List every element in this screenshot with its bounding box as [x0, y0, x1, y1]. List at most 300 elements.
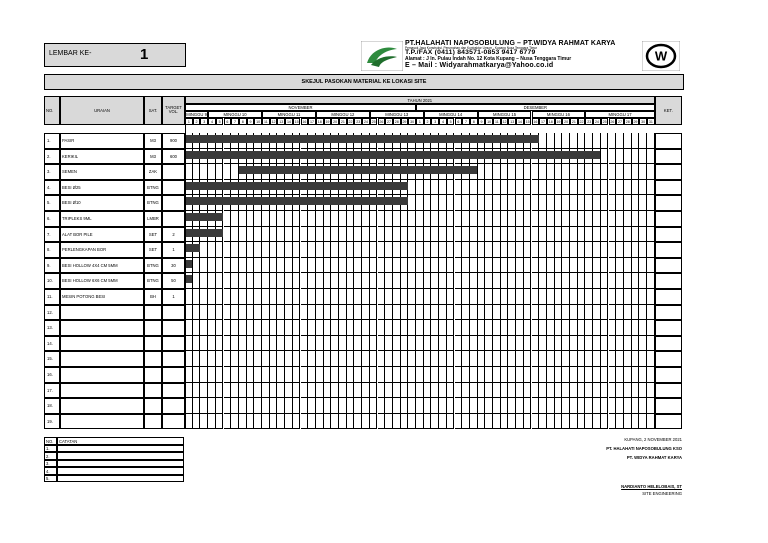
- day-cell: [339, 305, 347, 321]
- day-cell: [585, 164, 593, 180]
- day-cell: [616, 149, 624, 165]
- day-cell: [401, 258, 409, 274]
- day-cell: [208, 289, 216, 305]
- day-cell: [578, 320, 586, 336]
- day-cell: [293, 414, 301, 430]
- day-header: 22: [579, 119, 584, 124]
- day-cell: [501, 227, 509, 243]
- day-cell: [593, 227, 601, 243]
- day-cell: [532, 227, 540, 243]
- day-cell: [493, 164, 501, 180]
- day-cell: [447, 398, 455, 414]
- day-cell: [354, 305, 362, 321]
- day-cell: [316, 414, 324, 430]
- day-cell: [193, 351, 201, 367]
- row-sat: SET: [144, 227, 162, 243]
- day-cell: [431, 398, 439, 414]
- day-cell: [585, 133, 593, 149]
- day-cell: [216, 305, 224, 321]
- day-cell: [208, 273, 216, 289]
- day-cell: [547, 367, 555, 383]
- day-cell: [216, 351, 224, 367]
- day-cell: [347, 227, 355, 243]
- day-cell: [354, 227, 362, 243]
- day-cell: [478, 398, 486, 414]
- row-target-vol: [162, 336, 185, 352]
- row-ket: [655, 398, 682, 414]
- day-cell: [609, 227, 617, 243]
- day-cell: [354, 242, 362, 258]
- day-cell: [277, 336, 285, 352]
- day-cell: [478, 414, 486, 430]
- day-cell: [424, 320, 432, 336]
- day-cell: [270, 258, 278, 274]
- row-uraian: TRIPLEKS 9ML: [60, 211, 144, 227]
- day-cell: [508, 195, 516, 211]
- day-cell: [408, 211, 416, 227]
- day-cell: [478, 289, 486, 305]
- day-cell: [301, 414, 309, 430]
- day-header: 16: [533, 119, 538, 124]
- notes-row-no: 2.: [44, 452, 57, 460]
- day-cell: [547, 398, 555, 414]
- day-cell: [639, 351, 647, 367]
- day-cell: [231, 398, 239, 414]
- day-cell: [493, 195, 501, 211]
- day-cell: [555, 351, 563, 367]
- day-cell: [247, 227, 255, 243]
- day-cell: [362, 242, 370, 258]
- day-cell: [447, 180, 455, 196]
- day-cell: [293, 258, 301, 274]
- day-cell: [193, 258, 201, 274]
- day-header: 15: [525, 119, 530, 124]
- day-cell: [639, 258, 647, 274]
- day-cell: [508, 289, 516, 305]
- day-header: 30: [641, 119, 646, 124]
- day-header: 20: [333, 119, 338, 124]
- day-cell: [424, 273, 432, 289]
- day-cell: [539, 351, 547, 367]
- row-no: 6.: [44, 211, 60, 227]
- schedule-bar: [186, 135, 539, 143]
- day-cell: [270, 367, 278, 383]
- day-cell: [293, 227, 301, 243]
- day-cell: [401, 336, 409, 352]
- day-cell: [239, 289, 247, 305]
- day-cell: [270, 320, 278, 336]
- day-cell: [647, 351, 655, 367]
- week-header: MINGGU 14: [424, 111, 478, 118]
- day-cell: [555, 414, 563, 430]
- day-cell: [478, 242, 486, 258]
- day-cell: [624, 164, 632, 180]
- day-cell: [570, 273, 578, 289]
- day-header: 15: [294, 119, 299, 124]
- day-cell: [609, 305, 617, 321]
- day-cell: [532, 398, 540, 414]
- day-cell: [455, 320, 463, 336]
- row-sat: ZAK: [144, 164, 162, 180]
- day-cell: [293, 336, 301, 352]
- day-cell: [339, 336, 347, 352]
- day-header: 4: [208, 118, 216, 125]
- day-cell: [224, 289, 232, 305]
- notes-row-text: [57, 475, 184, 483]
- day-header: 20: [564, 119, 569, 124]
- day-cell: [193, 305, 201, 321]
- day-cell: [562, 383, 570, 399]
- day-cell: [224, 242, 232, 258]
- week-header: MINGGU 17: [585, 111, 654, 118]
- day-cell: [439, 180, 447, 196]
- day-cell: [601, 414, 609, 430]
- day-cell: [293, 289, 301, 305]
- day-cell: [385, 273, 393, 289]
- day-cell: [270, 273, 278, 289]
- day-cell: [585, 289, 593, 305]
- day-cell: [439, 289, 447, 305]
- day-cell: [370, 211, 378, 227]
- day-header: 4: [439, 118, 447, 125]
- day-cell: [216, 336, 224, 352]
- row-target-vol: [162, 383, 185, 399]
- col-header-ket: KET.: [655, 96, 682, 125]
- day-cell: [308, 242, 316, 258]
- day-cell: [578, 195, 586, 211]
- day-cell: [616, 180, 624, 196]
- day-cell: [324, 273, 332, 289]
- day-cell: [647, 149, 655, 165]
- day-cell: [378, 351, 386, 367]
- day-cell: [593, 289, 601, 305]
- day-cell: [562, 211, 570, 227]
- schedule-title: SKEJUL PASOKAN MATERIAL KE LOKASI SITE: [44, 74, 684, 90]
- day-cell: [616, 211, 624, 227]
- day-cell: [639, 336, 647, 352]
- day-cell: [324, 258, 332, 274]
- week-header: MINGGU 13: [370, 111, 424, 118]
- day-cell: [562, 414, 570, 430]
- schedule-bar: [186, 197, 408, 205]
- day-cell: [247, 273, 255, 289]
- day-cell: [239, 367, 247, 383]
- day-cell: [639, 211, 647, 227]
- day-cell: [301, 320, 309, 336]
- day-cell: [485, 367, 493, 383]
- day-cell: [416, 320, 424, 336]
- row-target-vol: 900: [162, 133, 185, 149]
- day-cell: [316, 383, 324, 399]
- day-cell: [431, 367, 439, 383]
- day-cell: [639, 149, 647, 165]
- day-cell: [455, 414, 463, 430]
- day-cell: [247, 336, 255, 352]
- day-cell: [254, 227, 262, 243]
- grid-left-border: [185, 125, 186, 429]
- day-cell: [393, 336, 401, 352]
- day-cell: [270, 242, 278, 258]
- day-cell: [570, 305, 578, 321]
- day-cell: [239, 351, 247, 367]
- day-cell: [239, 227, 247, 243]
- day-cell: [254, 351, 262, 367]
- row-no: 5.: [44, 195, 60, 211]
- day-cell: [370, 242, 378, 258]
- day-cell: [647, 383, 655, 399]
- day-header: 14: [517, 119, 522, 124]
- row-sat: BTNG: [144, 195, 162, 211]
- day-cell: [224, 273, 232, 289]
- day-cell: [254, 414, 262, 430]
- day-cell: [239, 242, 247, 258]
- day-cell: [516, 351, 524, 367]
- day-cell: [370, 351, 378, 367]
- notes-row-text: [57, 452, 184, 460]
- day-header: 30: [410, 119, 415, 124]
- day-cell: [416, 351, 424, 367]
- day-cell: [570, 383, 578, 399]
- day-cell: [378, 242, 386, 258]
- day-cell: [331, 242, 339, 258]
- day-cell: [316, 242, 324, 258]
- week-header: MINGGU 12: [316, 111, 370, 118]
- day-cell: [285, 336, 293, 352]
- schedule-bar: [186, 260, 193, 268]
- day-cell: [524, 195, 532, 211]
- day-cell: [493, 258, 501, 274]
- day-cell: [362, 289, 370, 305]
- day-cell: [308, 367, 316, 383]
- day-cell: [555, 398, 563, 414]
- row-sat: M3: [144, 149, 162, 165]
- day-cell: [216, 398, 224, 414]
- day-cell: [301, 289, 309, 305]
- day-cell: [555, 133, 563, 149]
- col-header-target: TARGET VOL.: [162, 96, 185, 125]
- day-cell: [416, 258, 424, 274]
- day-cell: [262, 258, 270, 274]
- day-cell: [470, 227, 478, 243]
- day-cell: [493, 289, 501, 305]
- row-sat: [144, 351, 162, 367]
- day-cell: [524, 336, 532, 352]
- day-cell: [208, 367, 216, 383]
- day-cell: [378, 383, 386, 399]
- day-cell: [609, 211, 617, 227]
- day-cell: [555, 227, 563, 243]
- day-cell: [585, 305, 593, 321]
- day-cell: [601, 242, 609, 258]
- day-cell: [270, 289, 278, 305]
- day-cell: [401, 227, 409, 243]
- day-cell: [301, 367, 309, 383]
- notes-row-text: [57, 467, 184, 475]
- day-cell: [193, 414, 201, 430]
- day-header: 12: [502, 119, 507, 124]
- day-cell: [455, 195, 463, 211]
- notes-row-no: 1.: [44, 445, 57, 453]
- row-sat: LMBR: [144, 211, 162, 227]
- day-cell: [224, 367, 232, 383]
- day-cell: [639, 305, 647, 321]
- day-cell: [532, 383, 540, 399]
- day-cell: [231, 367, 239, 383]
- day-cell: [493, 273, 501, 289]
- day-cell: [470, 242, 478, 258]
- day-cell: [493, 227, 501, 243]
- day-cell: [462, 211, 470, 227]
- day-header: 1: [185, 118, 193, 125]
- day-cell: [408, 180, 416, 196]
- day-cell: [508, 305, 516, 321]
- day-cell: [239, 320, 247, 336]
- schedule-bar: [186, 182, 408, 190]
- day-cell: [585, 367, 593, 383]
- day-cell: [578, 227, 586, 243]
- day-cell: [347, 242, 355, 258]
- day-cell: [485, 398, 493, 414]
- day-cell: [578, 164, 586, 180]
- day-cell: [362, 383, 370, 399]
- day-cell: [462, 227, 470, 243]
- row-no: 8.: [44, 242, 60, 258]
- day-cell: [378, 320, 386, 336]
- row-uraian: [60, 320, 144, 336]
- day-cell: [447, 414, 455, 430]
- row-uraian: [60, 414, 144, 430]
- day-cell: [547, 320, 555, 336]
- day-cell: [185, 164, 193, 180]
- day-cell: [277, 320, 285, 336]
- day-cell: [539, 242, 547, 258]
- row-uraian: KERIKIL: [60, 149, 144, 165]
- day-cell: [524, 289, 532, 305]
- day-cell: [632, 258, 640, 274]
- day-cell: [601, 351, 609, 367]
- day-cell: [462, 414, 470, 430]
- day-cell: [324, 383, 332, 399]
- day-cell: [547, 351, 555, 367]
- day-header: 16: [302, 119, 307, 124]
- day-cell: [478, 367, 486, 383]
- day-cell: [208, 398, 216, 414]
- day-cell: [508, 383, 516, 399]
- day-cell: [632, 133, 640, 149]
- notes-row-no: 4.: [44, 467, 57, 475]
- day-cell: [324, 398, 332, 414]
- day-cell: [354, 320, 362, 336]
- day-cell: [347, 320, 355, 336]
- day-cell: [516, 227, 524, 243]
- day-cell: [585, 320, 593, 336]
- day-cell: [616, 227, 624, 243]
- day-cell: [585, 227, 593, 243]
- day-cell: [277, 289, 285, 305]
- day-cell: [624, 336, 632, 352]
- day-cell: [570, 133, 578, 149]
- day-cell: [578, 383, 586, 399]
- day-cell: [470, 273, 478, 289]
- row-ket: [655, 336, 682, 352]
- day-cell: [216, 383, 224, 399]
- day-cell: [262, 320, 270, 336]
- row-target-vol: [162, 211, 185, 227]
- day-cell: [593, 414, 601, 430]
- company-logo: [361, 41, 403, 71]
- day-cell: [462, 351, 470, 367]
- day-cell: [339, 273, 347, 289]
- day-cell: [624, 383, 632, 399]
- day-cell: [601, 258, 609, 274]
- day-cell: [439, 242, 447, 258]
- day-cell: [424, 211, 432, 227]
- day-header: 11: [494, 119, 499, 124]
- day-cell: [239, 305, 247, 321]
- row-ket: [655, 195, 682, 211]
- day-cell: [462, 367, 470, 383]
- day-cell: [455, 383, 463, 399]
- day-cell: [516, 273, 524, 289]
- day-header: 22: [348, 119, 353, 124]
- day-cell: [285, 242, 293, 258]
- company-email: E – Mail : Widyarahmatkarya@Yahoo.co.id: [405, 62, 554, 70]
- day-cell: [478, 383, 486, 399]
- day-cell: [385, 211, 393, 227]
- day-cell: [562, 242, 570, 258]
- day-cell: [316, 320, 324, 336]
- day-cell: [539, 133, 547, 149]
- day-cell: [601, 305, 609, 321]
- day-cell: [455, 367, 463, 383]
- day-cell: [616, 195, 624, 211]
- day-cell: [378, 398, 386, 414]
- day-cell: [439, 273, 447, 289]
- day-cell: [609, 164, 617, 180]
- day-cell: [616, 383, 624, 399]
- day-cell: [470, 414, 478, 430]
- row-sat: [144, 367, 162, 383]
- day-cell: [578, 242, 586, 258]
- day-cell: [647, 398, 655, 414]
- day-cell: [647, 164, 655, 180]
- day-header: 28: [625, 119, 630, 124]
- row-target-vol: 1: [162, 289, 185, 305]
- notes-header-label: CATATAN: [57, 437, 184, 445]
- day-cell: [262, 367, 270, 383]
- day-cell: [516, 211, 524, 227]
- schedule-bar: [186, 151, 601, 159]
- row-ket: [655, 320, 682, 336]
- day-cell: [308, 289, 316, 305]
- day-cell: [624, 351, 632, 367]
- day-cell: [362, 336, 370, 352]
- day-cell: [347, 383, 355, 399]
- row-uraian: BESI HOLLOW 6X6 CM 5MM: [60, 273, 144, 289]
- day-header: 17: [541, 119, 546, 124]
- day-cell: [339, 242, 347, 258]
- day-cell: [639, 227, 647, 243]
- day-cell: [616, 133, 624, 149]
- day-cell: [393, 258, 401, 274]
- company-signer-1: PT. HALAHATI NAPOSOBULUNG KSO: [606, 446, 682, 451]
- day-cell: [485, 180, 493, 196]
- day-cell: [639, 242, 647, 258]
- row-ket: [655, 289, 682, 305]
- day-cell: [532, 211, 540, 227]
- day-cell: [324, 289, 332, 305]
- row-ket: [655, 273, 682, 289]
